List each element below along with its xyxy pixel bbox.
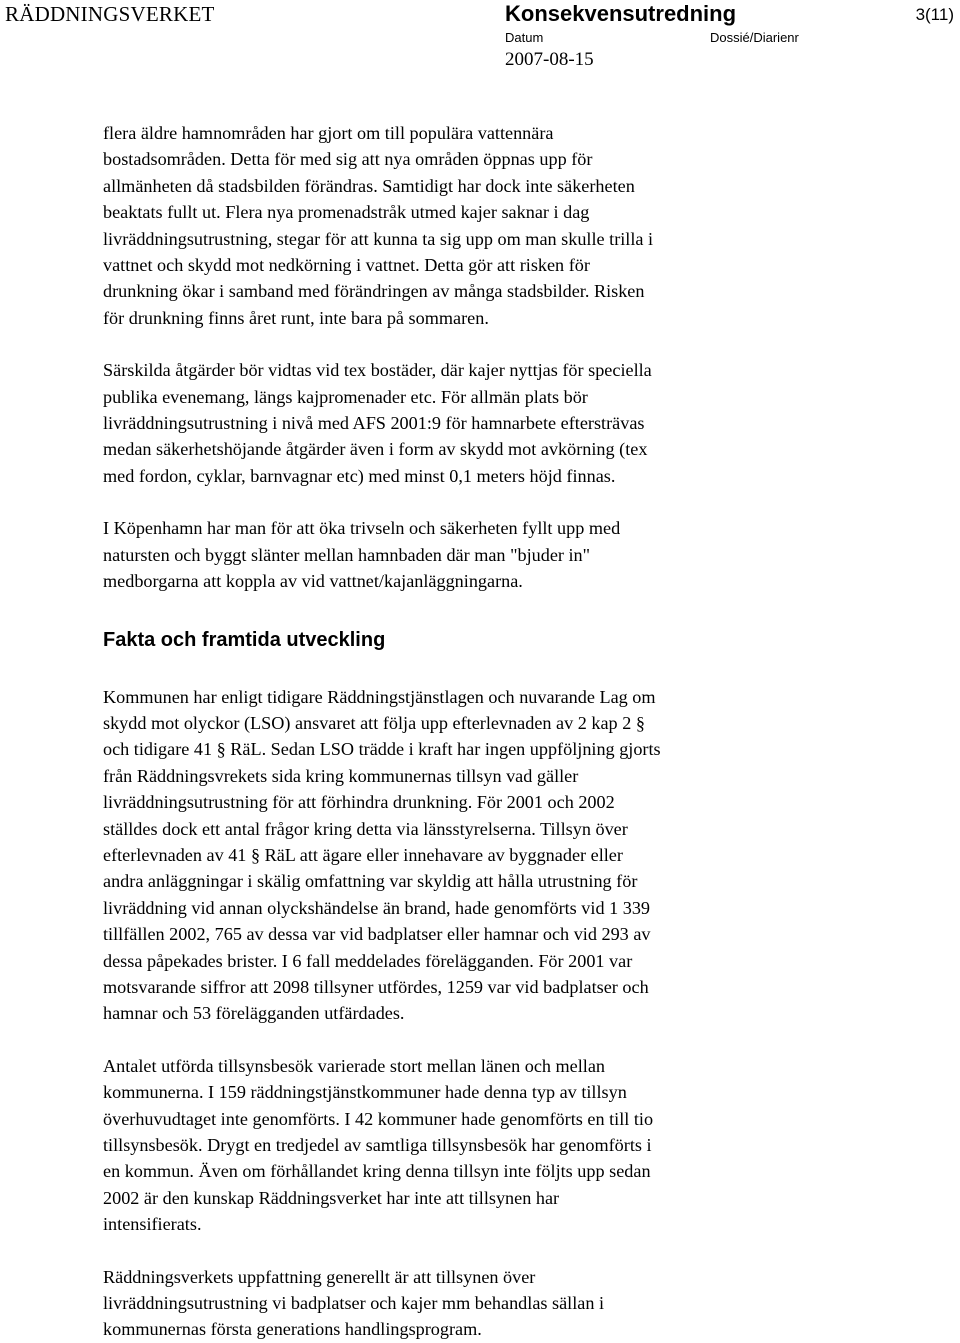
paragraph-agency-view: Räddningsverkets uppfattning generellt är att tillsynen över livräddningsutrustning vi badplatser och kajer mm behandlas sällan i kommunernas första generations handlingsprogram. bbox=[103, 1266, 605, 1340]
date-label: Datum bbox=[505, 30, 544, 45]
section-heading: Fakta och framtida utveckling bbox=[103, 628, 386, 651]
paragraph-inspection-visits: Antalet utförda tillsynsbesök varierade stort mellan länen och mellan kommunerna. I 159 räddningstjänstkommuner hade denna typ av tillsyn överhuvudtaget inte genomförts. I 42 kommuner hade genomförts en till tio tillsynsbesök. Drygt en tredjedel av samtliga tillsynsbesök har genomförts i en kommun. Även om förhållandet kring denna tillsyn inte följts upp sedan 2002 är den kunskap Räddningsverket har inte att tillsynen har intensifierats. bbox=[103, 1055, 654, 1235]
document-header bbox=[0, 0, 960, 80]
organization-name: RÄDDNINGSVERKET bbox=[5, 2, 215, 26]
paragraph-harbour-areas: flera äldre hamnområden har gjort om till populära vattennära bostadsområden. Detta för med sig att nya områden öppnas upp för allmänheten då stadsbilden förändras. Samtidigt har dock inte säkerheten beaktats fullt ut. Flera nya promenadstråk utmed kajer saknar i dag livräddningsutrustning, stegar för att kunna ta sig upp om man skulle trilla i vattnet och skydd mot nedkörning i vattnet. Detta gör att risken för drunkning ökar i samband med förändringen av många stadsbilder. Risken för drunkning finns året runt, inte bara på sommaren. bbox=[103, 123, 654, 328]
document-type: Konsekvensutredning bbox=[505, 1, 737, 26]
paragraph-special-measures: Särskilda åtgärder bör vidtas vid tex bostäder, där kajer nyttjas för speciella publika evenemang, längs kajpromenader etc. För allmän plats bör livräddningsutrustning i nivå med AFS 2001:9 för hamnarbete eftersträvas medan säkerhetshöjande åtgärder även i form av skydd mot avkörning (tex med fordon, cyklar, barnvagnar etc) med minst 0,1 meters höjd finnas. bbox=[103, 360, 652, 486]
document-body bbox=[103, 120, 803, 1343]
paragraph-copenhagen: I Köpenhamn har man för att öka trivseln och säkerheten fyllt upp med natursten och byggt slänter mellan hamnbaden där man "bjuder in" medborgarna att koppla av vid vattnet/kajanläggningarna. bbox=[103, 518, 621, 592]
dossier-label: Dossié/Diarienr bbox=[710, 30, 799, 45]
document-date: 2007-08-15 bbox=[505, 49, 594, 70]
page-number: 3(11) bbox=[915, 5, 954, 24]
paragraph-municipal-responsibility: Kommunen har enligt tidigare Räddningstjänstlagen och nuvarande Lag om skydd mot olyckor (LSO) ansvaret att följa upp efterlevnaden av 2 kap 2 § och tidigare 41 § RäL. Sedan LSO trädde i kraft har ingen uppföljning gjorts från Räddningsvrekets sida kring kommunernas tillsyn vad gäller livräddningsutrustning för att förhindra drunkning. För 2001 och 2002 ställdes dock ett antal frågor kring detta via länsstyrelserna. Tillsyn över efterlevnaden av 41 § RäL att ägare eller innehavare av byggnader eller andra anläggningar i skälig omfattning var skyldig att hålla utrustning för livräddning vid annan olyckshändelse än brand, hade genomförts vid 1 339 tillfällen 2002, 765 av dessa var vid badplatser eller hamnar och vid 293 av dessa påpekades brister. I 6 fall meddelades förelägganden. För 2001 var motsvarande siffror att 2098 tillsyner utfördes, 1259 var vid badplatser och hamnar och 53 förelägganden utfärdades. bbox=[103, 686, 661, 1024]
